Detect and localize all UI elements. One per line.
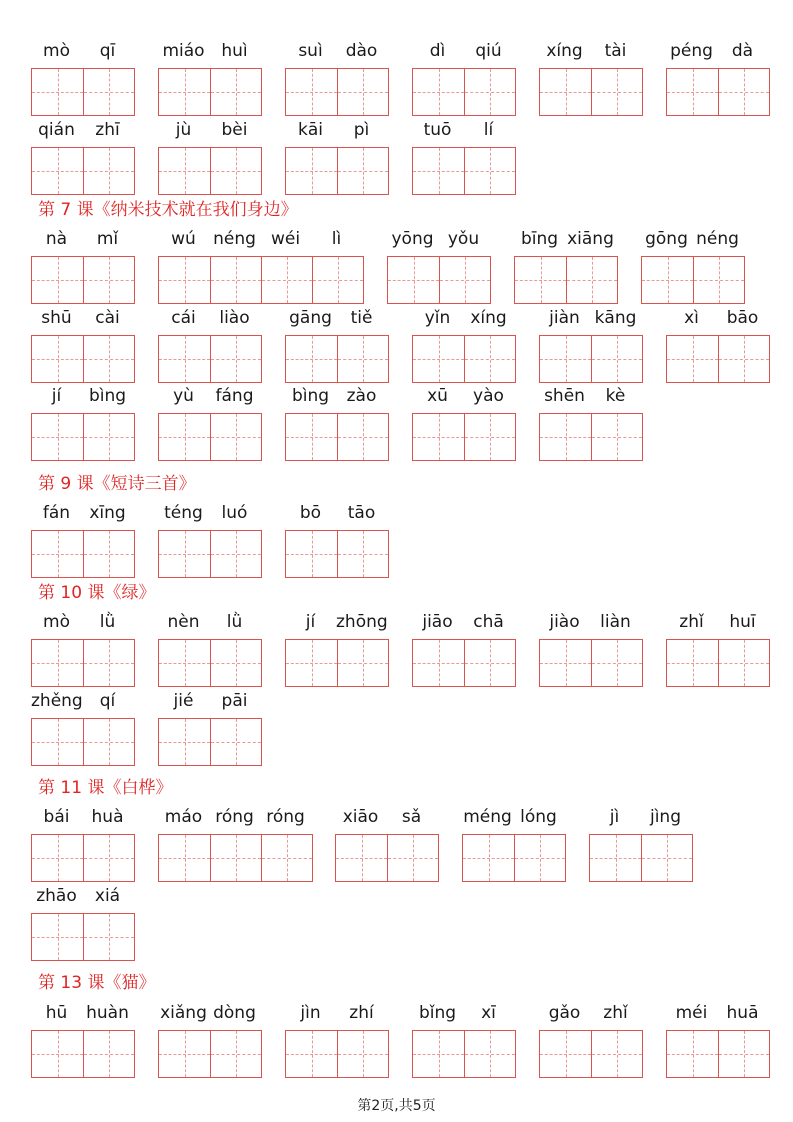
pinyin-label: cài xyxy=(95,308,120,328)
writing-cell[interactable] xyxy=(464,414,515,460)
pinyin-label: huì xyxy=(221,41,248,61)
pinyin-label: zhāo xyxy=(36,886,77,906)
writing-cell[interactable] xyxy=(210,414,261,460)
writing-grid xyxy=(539,68,643,116)
writing-cell[interactable] xyxy=(286,640,337,686)
writing-cell[interactable] xyxy=(83,835,134,881)
pinyin-label: xū xyxy=(427,386,448,406)
writing-grid xyxy=(31,256,135,304)
writing-cell[interactable] xyxy=(667,69,718,115)
pinyin-row xyxy=(0,385,793,457)
pinyin-label: mò xyxy=(43,612,70,632)
writing-grid xyxy=(514,256,618,304)
writing-grid xyxy=(158,256,364,304)
pinyin-label: bèi xyxy=(221,120,248,140)
writing-grid xyxy=(285,335,389,383)
pinyin-label: fán xyxy=(42,503,71,523)
writing-grid xyxy=(158,335,262,383)
writing-grid xyxy=(158,530,262,578)
pinyin-label: nà xyxy=(45,229,68,249)
writing-cell[interactable] xyxy=(667,640,718,686)
writing-grid xyxy=(31,639,135,687)
writing-grid xyxy=(158,639,262,687)
writing-cell[interactable] xyxy=(159,719,210,765)
writing-cell[interactable] xyxy=(210,69,261,115)
pinyin-row xyxy=(0,40,793,112)
pinyin-label: wú xyxy=(171,229,196,249)
pinyin-label: qiú xyxy=(475,41,502,61)
pinyin-label: róng xyxy=(215,807,254,827)
writing-cell[interactable] xyxy=(286,1031,337,1077)
writing-grid xyxy=(666,68,770,116)
writing-grid xyxy=(387,256,491,304)
pinyin-label: méi xyxy=(675,1003,708,1023)
pinyin-label: xì xyxy=(684,308,699,328)
writing-cell[interactable] xyxy=(83,914,134,960)
pinyin-label: tài xyxy=(604,41,627,61)
pinyin-label: zhí xyxy=(349,1003,374,1023)
pinyin-label: dòng xyxy=(213,1003,256,1023)
writing-cell[interactable] xyxy=(337,148,388,194)
writing-cell[interactable] xyxy=(514,835,565,881)
writing-cell[interactable] xyxy=(210,531,261,577)
writing-cell[interactable] xyxy=(32,719,83,765)
writing-grid xyxy=(31,1030,135,1078)
writing-grid xyxy=(31,913,135,961)
pinyin-label: liàn xyxy=(600,612,631,632)
writing-grid xyxy=(285,147,389,195)
pinyin-label: tiě xyxy=(350,308,373,328)
pinyin-label: jìng xyxy=(649,807,681,827)
writing-grid xyxy=(412,639,516,687)
writing-cell[interactable] xyxy=(439,257,490,303)
lesson-heading-9: 第 9 课《短诗三首》 xyxy=(38,474,196,494)
pinyin-label: jiào xyxy=(549,612,580,632)
pinyin-label: gāng xyxy=(289,308,332,328)
writing-cell[interactable] xyxy=(413,336,464,382)
writing-grid xyxy=(666,639,770,687)
writing-cell[interactable] xyxy=(667,336,718,382)
writing-grid xyxy=(285,413,389,461)
writing-cell[interactable] xyxy=(464,336,515,382)
pinyin-label: jìn xyxy=(300,1003,321,1023)
pinyin-row xyxy=(0,806,793,878)
writing-cell[interactable] xyxy=(32,531,83,577)
writing-grid xyxy=(462,834,566,882)
writing-cell[interactable] xyxy=(159,835,210,881)
pinyin-label: bō xyxy=(299,503,322,523)
pinyin-label: wéi xyxy=(270,229,301,249)
writing-cell[interactable] xyxy=(718,640,769,686)
pinyin-label: dì xyxy=(429,41,446,61)
pinyin-label: suì xyxy=(298,41,323,61)
pinyin-row xyxy=(0,228,793,300)
writing-grid xyxy=(666,335,770,383)
writing-cell[interactable] xyxy=(718,69,769,115)
pinyin-label: huàn xyxy=(86,1003,129,1023)
writing-cell[interactable] xyxy=(210,835,261,881)
writing-cell[interactable] xyxy=(286,531,337,577)
writing-cell[interactable] xyxy=(693,257,744,303)
writing-cell[interactable] xyxy=(210,148,261,194)
writing-cell[interactable] xyxy=(159,640,210,686)
pinyin-label: néng xyxy=(213,229,256,249)
writing-cell[interactable] xyxy=(32,640,83,686)
pinyin-label: qí xyxy=(99,691,116,711)
pinyin-label: yù xyxy=(173,386,194,406)
writing-cell[interactable] xyxy=(159,531,210,577)
writing-cell[interactable] xyxy=(540,1031,591,1077)
pinyin-label: jiāo xyxy=(422,612,453,632)
pinyin-label: huī xyxy=(729,612,756,632)
writing-cell[interactable] xyxy=(32,257,83,303)
writing-cell[interactable] xyxy=(464,640,515,686)
writing-cell[interactable] xyxy=(387,835,438,881)
pinyin-label: luó xyxy=(221,503,248,523)
pinyin-label: dào xyxy=(345,41,378,61)
writing-cell[interactable] xyxy=(464,148,515,194)
pinyin-label: kāi xyxy=(298,120,323,140)
writing-cell[interactable] xyxy=(413,148,464,194)
writing-cell[interactable] xyxy=(591,1031,642,1077)
writing-grid xyxy=(539,639,643,687)
pinyin-label: lǜ xyxy=(226,612,243,632)
writing-grid xyxy=(31,335,135,383)
writing-grid xyxy=(31,834,135,882)
pinyin-label: xiǎng xyxy=(160,1003,207,1023)
pinyin-label: bǐng xyxy=(418,1003,457,1023)
writing-cell[interactable] xyxy=(261,257,312,303)
writing-cell[interactable] xyxy=(337,640,388,686)
pinyin-label: bái xyxy=(43,807,70,827)
pinyin-label: zhī xyxy=(95,120,120,140)
pinyin-label: xíng xyxy=(546,41,583,61)
writing-cell[interactable] xyxy=(336,835,387,881)
pinyin-label: yōng xyxy=(391,229,434,249)
writing-grid xyxy=(31,530,135,578)
writing-grid xyxy=(158,68,262,116)
writing-grid xyxy=(158,147,262,195)
writing-cell[interactable] xyxy=(210,257,261,303)
writing-cell[interactable] xyxy=(464,1031,515,1077)
writing-cell[interactable] xyxy=(337,414,388,460)
writing-cell[interactable] xyxy=(590,835,641,881)
writing-cell[interactable] xyxy=(413,1031,464,1077)
pinyin-label: xiāo xyxy=(342,807,379,827)
writing-cell[interactable] xyxy=(286,148,337,194)
pinyin-label: péng xyxy=(670,41,713,61)
pinyin-label: mǐ xyxy=(96,229,119,249)
pinyin-row xyxy=(0,690,793,762)
writing-cell[interactable] xyxy=(337,531,388,577)
writing-cell[interactable] xyxy=(388,257,439,303)
writing-cell[interactable] xyxy=(83,719,134,765)
pinyin-label: fáng xyxy=(215,386,254,406)
pinyin-label: jì xyxy=(609,807,620,827)
writing-cell[interactable] xyxy=(667,1031,718,1077)
pinyin-label: shēn xyxy=(544,386,585,406)
writing-cell[interactable] xyxy=(413,69,464,115)
pinyin-row xyxy=(0,885,793,957)
pinyin-label: bāo xyxy=(726,308,759,328)
writing-grid xyxy=(31,413,135,461)
pinyin-label: zào xyxy=(346,386,377,406)
writing-cell[interactable] xyxy=(83,336,134,382)
writing-cell[interactable] xyxy=(540,336,591,382)
writing-grid xyxy=(285,1030,389,1078)
writing-grid xyxy=(158,718,262,766)
writing-grid xyxy=(31,68,135,116)
writing-grid xyxy=(412,413,516,461)
pinyin-label: tuō xyxy=(423,120,452,140)
writing-cell[interactable] xyxy=(261,835,312,881)
pinyin-label: xīng xyxy=(89,503,126,523)
pinyin-label: yǒu xyxy=(447,229,480,249)
writing-cell[interactable] xyxy=(159,336,210,382)
pinyin-label: huā xyxy=(726,1003,759,1023)
pinyin-label: bīng xyxy=(520,229,559,249)
pinyin-row xyxy=(0,611,793,683)
pinyin-label: mò xyxy=(43,41,70,61)
writing-cell[interactable] xyxy=(32,835,83,881)
writing-cell[interactable] xyxy=(413,640,464,686)
pinyin-label: miáo xyxy=(162,41,205,61)
writing-cell[interactable] xyxy=(337,69,388,115)
writing-cell[interactable] xyxy=(642,257,693,303)
writing-cell[interactable] xyxy=(591,69,642,115)
pinyin-label: jù xyxy=(175,120,192,140)
pinyin-label: yǐn xyxy=(424,308,451,328)
writing-grid xyxy=(539,335,643,383)
lesson-heading-13: 第 13 课《猫》 xyxy=(38,973,156,993)
pinyin-label: lǜ xyxy=(99,612,116,632)
writing-grid xyxy=(539,413,643,461)
pinyin-label: bìng xyxy=(291,386,330,406)
writing-cell[interactable] xyxy=(464,69,515,115)
writing-grid xyxy=(412,147,516,195)
pinyin-label: zhǐ xyxy=(679,612,704,632)
writing-cell[interactable] xyxy=(83,69,134,115)
writing-cell[interactable] xyxy=(83,640,134,686)
writing-cell[interactable] xyxy=(32,1031,83,1077)
writing-cell[interactable] xyxy=(83,148,134,194)
page-number: 第2页,共5页 xyxy=(357,1098,436,1114)
writing-cell[interactable] xyxy=(286,336,337,382)
pinyin-label: xíng xyxy=(470,308,507,328)
pinyin-label: yào xyxy=(473,386,504,406)
pinyin-label: jié xyxy=(173,691,194,711)
writing-grid xyxy=(666,1030,770,1078)
writing-cell[interactable] xyxy=(641,835,692,881)
writing-grid xyxy=(412,1030,516,1078)
pinyin-label: gǎo xyxy=(548,1003,581,1023)
pinyin-label: jiàn xyxy=(549,308,580,328)
writing-grid xyxy=(158,834,313,882)
writing-grid xyxy=(539,1030,643,1078)
writing-cell[interactable] xyxy=(32,148,83,194)
writing-cell[interactable] xyxy=(159,414,210,460)
pinyin-label: huà xyxy=(91,807,124,827)
writing-grid xyxy=(335,834,439,882)
writing-grid xyxy=(285,530,389,578)
writing-grid xyxy=(589,834,693,882)
writing-cell[interactable] xyxy=(32,414,83,460)
writing-cell[interactable] xyxy=(210,640,261,686)
pinyin-label: xiá xyxy=(94,886,121,906)
writing-cell[interactable] xyxy=(32,69,83,115)
pinyin-label: néng xyxy=(696,229,739,249)
pinyin-label: liào xyxy=(219,308,250,328)
writing-grid xyxy=(158,1030,262,1078)
writing-cell[interactable] xyxy=(337,336,388,382)
pinyin-label: róng xyxy=(266,807,305,827)
writing-grid xyxy=(412,68,516,116)
writing-cell[interactable] xyxy=(32,336,83,382)
writing-cell[interactable] xyxy=(566,257,617,303)
pinyin-row xyxy=(0,307,793,379)
writing-cell[interactable] xyxy=(540,640,591,686)
writing-cell[interactable] xyxy=(286,414,337,460)
pinyin-label: dà xyxy=(731,41,754,61)
pinyin-label: qī xyxy=(99,41,116,61)
pinyin-label: pāi xyxy=(221,691,248,711)
writing-cell[interactable] xyxy=(83,531,134,577)
pinyin-label: pì xyxy=(353,120,370,140)
writing-grid xyxy=(412,335,516,383)
pinyin-label: cái xyxy=(171,308,196,328)
writing-cell[interactable] xyxy=(591,336,642,382)
pinyin-label: téng xyxy=(164,503,203,523)
writing-cell[interactable] xyxy=(83,414,134,460)
writing-cell[interactable] xyxy=(210,719,261,765)
pinyin-label: jí xyxy=(51,386,62,406)
pinyin-label: lí xyxy=(483,120,494,140)
writing-cell[interactable] xyxy=(286,69,337,115)
writing-cell[interactable] xyxy=(463,835,514,881)
pinyin-label: lóng xyxy=(520,807,557,827)
pinyin-row xyxy=(0,1002,793,1074)
pinyin-label: nèn xyxy=(167,612,200,632)
pinyin-label: tāo xyxy=(347,503,376,523)
pinyin-label: máo xyxy=(164,807,203,827)
writing-cell[interactable] xyxy=(718,336,769,382)
pinyin-label: jí xyxy=(305,612,316,632)
writing-grid xyxy=(641,256,745,304)
pinyin-label: xī xyxy=(481,1003,496,1023)
lesson-heading-10: 第 10 课《绿》 xyxy=(38,583,156,603)
writing-cell[interactable] xyxy=(83,1031,134,1077)
lesson-heading-7: 第 7 课《纳米技术就在我们身边》 xyxy=(38,200,298,220)
pinyin-label: chā xyxy=(473,612,504,632)
writing-grid xyxy=(31,147,135,195)
writing-cell[interactable] xyxy=(540,414,591,460)
pinyin-label: zhěng xyxy=(31,691,83,711)
pinyin-label: zhǐ xyxy=(603,1003,628,1023)
writing-cell[interactable] xyxy=(591,414,642,460)
writing-cell[interactable] xyxy=(718,1031,769,1077)
writing-cell[interactable] xyxy=(210,1031,261,1077)
pinyin-label: hū xyxy=(45,1003,68,1023)
pinyin-label: kè xyxy=(605,386,626,406)
writing-grid xyxy=(158,413,262,461)
pinyin-label: zhōng xyxy=(336,612,388,632)
pinyin-label: gōng xyxy=(645,229,688,249)
pinyin-label: xiāng xyxy=(567,229,614,249)
writing-cell[interactable] xyxy=(540,69,591,115)
writing-cell[interactable] xyxy=(210,336,261,382)
pinyin-label: bìng xyxy=(88,386,127,406)
writing-grid xyxy=(31,718,135,766)
writing-cell[interactable] xyxy=(337,1031,388,1077)
writing-cell[interactable] xyxy=(159,69,210,115)
writing-grid xyxy=(285,68,389,116)
writing-grid xyxy=(285,639,389,687)
writing-cell[interactable] xyxy=(32,914,83,960)
pinyin-label: lì xyxy=(331,229,342,249)
writing-cell[interactable] xyxy=(159,148,210,194)
writing-cell[interactable] xyxy=(591,640,642,686)
pinyin-label: méng xyxy=(463,807,512,827)
writing-cell[interactable] xyxy=(159,1031,210,1077)
pinyin-label: qián xyxy=(38,120,75,140)
writing-cell[interactable] xyxy=(159,257,210,303)
pinyin-row xyxy=(0,119,793,191)
pinyin-row xyxy=(0,502,793,574)
lesson-heading-11: 第 11 课《白桦》 xyxy=(38,778,173,798)
writing-cell[interactable] xyxy=(83,257,134,303)
writing-cell[interactable] xyxy=(515,257,566,303)
pinyin-label: kāng xyxy=(594,308,637,328)
writing-cell[interactable] xyxy=(312,257,363,303)
writing-cell[interactable] xyxy=(413,414,464,460)
pinyin-label: shū xyxy=(41,308,72,328)
pinyin-label: sǎ xyxy=(401,807,422,827)
